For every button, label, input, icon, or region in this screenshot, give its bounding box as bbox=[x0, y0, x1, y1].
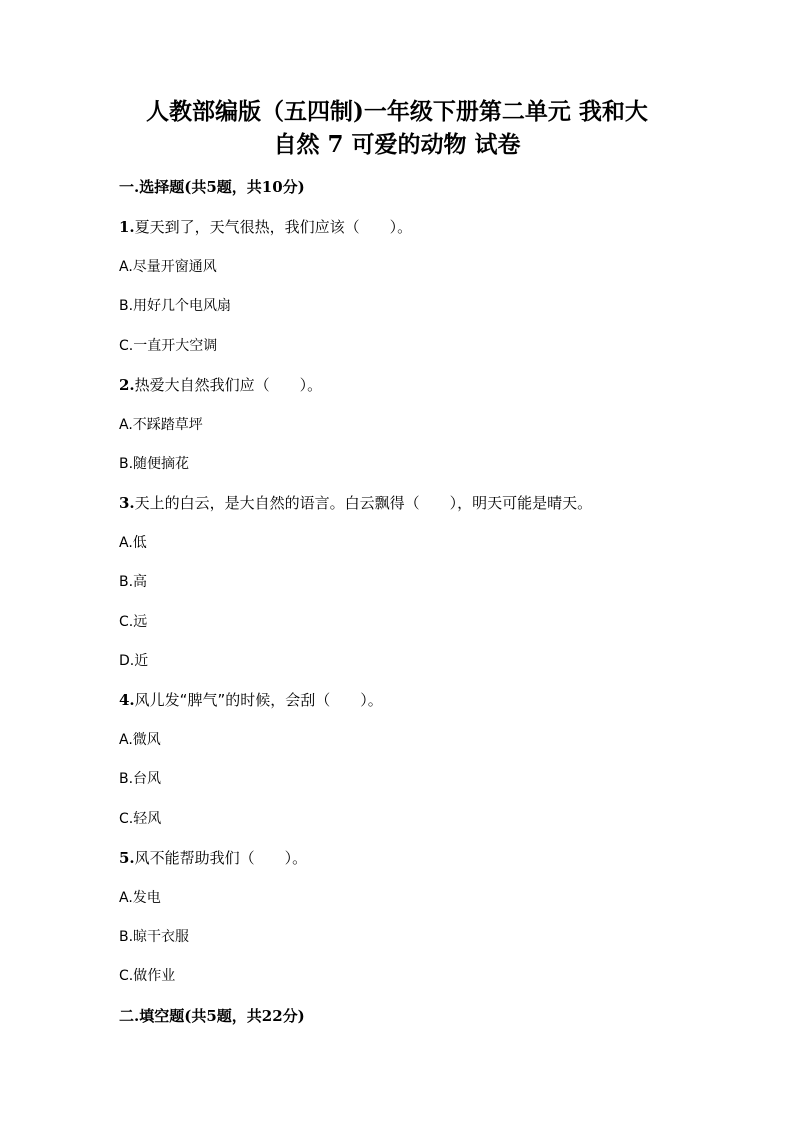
question-5 bbox=[119, 847, 307, 869]
question-text: 风儿发“脾气”的时候，会刮（ ）。 bbox=[134, 691, 383, 709]
question-number: 5. bbox=[119, 849, 135, 867]
question-2-option-b: B.随便摘花 bbox=[119, 456, 190, 472]
question-5-option-b: B.晾干衣服 bbox=[119, 929, 190, 945]
question-3-option-a: A.低 bbox=[119, 535, 147, 551]
question-3-option-c: C.远 bbox=[119, 614, 148, 630]
document-title-line-2: 自然 7 可爱的动物 试卷 bbox=[273, 131, 521, 158]
question-2 bbox=[119, 374, 322, 396]
question-3-option-d: D.近 bbox=[119, 653, 149, 669]
question-number: 4. bbox=[119, 691, 135, 709]
question-4-option-a: A.微风 bbox=[119, 732, 161, 748]
question-5-option-c: C.做作业 bbox=[119, 968, 176, 984]
question-2-option-a: A.不踩踏草坪 bbox=[119, 417, 203, 433]
section-heading-choice: 一.选择题(共5题，共10分) bbox=[119, 178, 305, 196]
question-text: 热爱大自然我们应（ ）。 bbox=[134, 376, 323, 394]
question-1-option-a: A.尽量开窗通风 bbox=[119, 259, 217, 275]
question-text: 夏天到了，天气很热，我们应该（ ）。 bbox=[134, 218, 413, 236]
question-1-option-c: C.一直开大空调 bbox=[119, 338, 218, 354]
question-4-option-b: B.台风 bbox=[119, 771, 162, 787]
question-3-option-b: B.高 bbox=[119, 574, 148, 590]
question-5-option-a: A.发电 bbox=[119, 890, 161, 906]
question-text: 风不能帮助我们（ ）。 bbox=[134, 849, 308, 867]
question-number: 3. bbox=[119, 494, 135, 512]
question-text: 天上的白云，是大自然的语言。白云飘得（ ），明天可能是晴天。 bbox=[134, 494, 593, 512]
question-number: 2. bbox=[119, 376, 135, 394]
question-1-option-b: B.用好几个电风扇 bbox=[119, 298, 232, 314]
document-title-line-1: 人教部编版（五四制)一年级下册第二单元 我和大 bbox=[146, 98, 648, 125]
question-number: 1. bbox=[119, 218, 135, 236]
question-4-option-c: C.轻风 bbox=[119, 811, 162, 827]
question-1 bbox=[119, 216, 412, 238]
question-4 bbox=[119, 689, 383, 711]
section-heading-fill-in: 二.填空题(共5题，共22分) bbox=[119, 1007, 305, 1025]
question-3 bbox=[119, 492, 592, 514]
